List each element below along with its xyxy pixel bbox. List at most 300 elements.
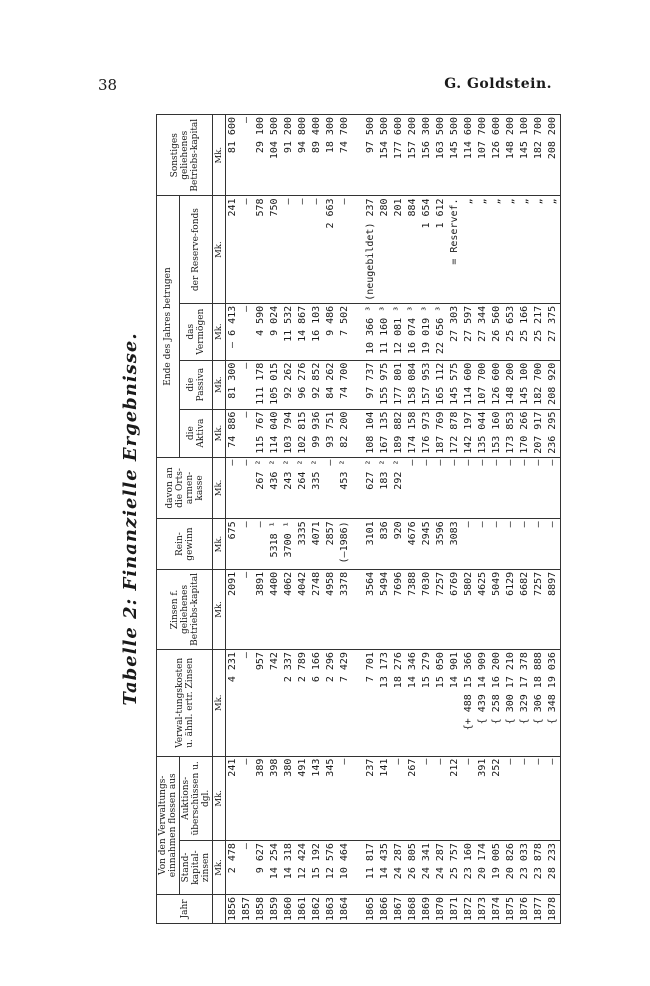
table-cell: 884 (406, 196, 420, 303)
table-cell: 436 ² (268, 457, 282, 519)
table-cell: 2 296 (324, 650, 338, 757)
table-row (532, 115, 546, 924)
table-cell: — (462, 756, 476, 840)
table-cell: — (406, 457, 420, 519)
table-cell: 157 953 (420, 360, 434, 409)
table-cell: 920 (392, 519, 406, 569)
table-cell: 82 200 (338, 409, 352, 457)
table-cell: 89 400 (310, 115, 324, 196)
table-cell: 27 597 (462, 303, 476, 360)
table-cell: 7696 (392, 569, 406, 649)
table-cell: 104 500 (268, 115, 282, 196)
table-cell: — (490, 457, 504, 519)
table-cell: 4042 (296, 569, 310, 649)
table-cell: 2 663 (324, 196, 338, 303)
cell-year: 1856 (226, 894, 241, 923)
table-cell: 2 789 (296, 650, 310, 757)
table-cell: 15 279 (420, 650, 434, 757)
table-cell: 16 074 ³ (406, 303, 420, 360)
table-cell: 97 500 (364, 115, 378, 196)
table-cell: 23 878 (532, 841, 546, 895)
table-cell: 156 300 (420, 115, 434, 196)
table-cell: 241 (226, 756, 241, 840)
table-cell: 153 160 (490, 409, 504, 457)
page-header (98, 76, 552, 96)
table-cell: 165 112 (434, 360, 448, 409)
table-row (324, 115, 338, 924)
table-cell: { 300 17 210 (504, 650, 518, 757)
table-cell: 20 826 (504, 841, 518, 895)
table-cell: 5318 ¹ (268, 519, 282, 569)
table-row (296, 115, 310, 924)
unit-label: Mk. (213, 115, 226, 196)
table-cell: {+ 488 15 366 (462, 650, 476, 757)
table-cell: 96 276 (296, 360, 310, 409)
table-cell: 143 (310, 756, 324, 840)
table-cell: 4676 (406, 519, 420, 569)
table-cell: 108 104 (364, 409, 378, 457)
unit-label: Mk. (213, 196, 226, 303)
table-cell: 126 600 (490, 115, 504, 196)
table-row (378, 115, 392, 924)
table-row (254, 115, 268, 924)
table-cell: — (240, 569, 254, 649)
table-cell: 74 700 (338, 115, 352, 196)
table-row (338, 115, 352, 924)
table-cell: 93 751 (324, 409, 338, 457)
table-cell: (—1986) (338, 519, 352, 569)
cell-year (352, 894, 364, 923)
table-cell: 4071 (310, 519, 324, 569)
table-cell: — (240, 756, 254, 840)
table-cell: 5049 (490, 569, 504, 649)
table-cell: 92 852 (310, 360, 324, 409)
table-cell: 158 084 (406, 360, 420, 409)
table-cell: 280 (378, 196, 392, 303)
table-cell: — (518, 519, 532, 569)
table-cell: 10 464 (338, 841, 352, 895)
table-cell: 26 805 (406, 841, 420, 895)
table-cell: 18 276 (392, 650, 406, 757)
table-row (268, 115, 282, 924)
table-cell: 675 (226, 519, 241, 569)
rotated-table-area (120, 114, 576, 924)
col-header-reservefonds: der Reserve-fonds (180, 196, 213, 303)
table-cell: 742 (268, 650, 282, 757)
table-cell: 114 600 (462, 360, 476, 409)
col-group-ende: Ende des Jahres betrugen (157, 196, 180, 457)
table-row (518, 115, 532, 924)
table-cell: — 6 413 (226, 303, 241, 360)
unit-label: Mk. (213, 519, 226, 569)
table-row (392, 115, 406, 924)
table-cell: 24 287 (434, 841, 448, 895)
table-cell: 9 486 (324, 303, 338, 360)
unit-label: Mk. (213, 569, 226, 649)
table-cell: 81 600 (226, 115, 241, 196)
table-cell: 92 262 (282, 360, 296, 409)
cell-year: 1875 (504, 894, 518, 923)
table-cell: 145 500 (448, 115, 462, 196)
table-cell: 627 ² (364, 457, 378, 519)
table-cell: 18 300 (324, 115, 338, 196)
table-cell: 27 344 (476, 303, 490, 360)
table-cell: 2945 (420, 519, 434, 569)
table-cell: 10 366 ³ (364, 303, 378, 360)
table-cell: 7388 (406, 569, 420, 649)
table-cell: 26 560 (490, 303, 504, 360)
table-cell: — (518, 756, 532, 840)
table-cell: { 258 16 200 (490, 650, 504, 757)
table-cell: 14 435 (378, 841, 392, 895)
cell-year: 1868 (406, 894, 420, 923)
col-header-auktion: Auktions-überschüssen u. dgl. (180, 756, 213, 840)
table-cell: — (240, 360, 254, 409)
table-cell: — (532, 519, 546, 569)
cell-year: 1864 (338, 894, 352, 923)
table-cell: — (476, 457, 490, 519)
table-cell: 208 200 (546, 115, 561, 196)
table-cell: 155 975 (378, 360, 392, 409)
table-cell: — (546, 519, 561, 569)
table-cell: 212 (448, 756, 462, 840)
table-cell: „ (518, 196, 532, 303)
table-cell: 836 (378, 519, 392, 569)
table-cell: 157 200 (406, 115, 420, 196)
table-cell: 957 (254, 650, 268, 757)
col-header-sonstiges: Sonstiges geliehenes Betriebs-kapital (157, 115, 213, 196)
table-cell: 264 ² (296, 457, 310, 519)
table-cell: 107 700 (476, 360, 490, 409)
table-cell: 14 254 (268, 841, 282, 895)
table-cell: „ (476, 196, 490, 303)
table-row (226, 115, 241, 924)
table-cell: 3083 (448, 519, 462, 569)
table-cell: 237 (364, 756, 378, 840)
table-cell: 6769 (448, 569, 462, 649)
table-cell: 4625 (476, 569, 490, 649)
table-cell: { 348 19 036 (546, 650, 561, 757)
table-cell (352, 841, 364, 895)
table-cell: 170 266 (518, 409, 532, 457)
table-row (364, 115, 378, 924)
cell-year: 1861 (296, 894, 310, 923)
table-cell: 11 532 (282, 303, 296, 360)
table-cell: — (490, 519, 504, 569)
table-cell: 141 (378, 756, 392, 840)
table-cell: — (226, 457, 241, 519)
table-cell: 335 ² (310, 457, 324, 519)
table-cell (352, 519, 364, 569)
table-cell: 107 700 (476, 115, 490, 196)
table-cell: 2 337 (282, 650, 296, 757)
table-cell: 19 019 ³ (420, 303, 434, 360)
table-row (406, 115, 420, 924)
table-cell: — (240, 650, 254, 757)
table-cell: 111 178 (254, 360, 268, 409)
cell-year: 1860 (282, 894, 296, 923)
col-header-ortsarmen: davon an die Orts-armen-kasse (157, 457, 213, 519)
table-row (434, 115, 448, 924)
table-cell: 99 936 (310, 409, 324, 457)
table-cell: 27 303 (448, 303, 462, 360)
table-cell: { 329 17 378 (518, 650, 532, 757)
table-cell: 102 815 (296, 409, 310, 457)
table-cell (352, 756, 364, 840)
table-cell: 91 200 (282, 115, 296, 196)
table-cell: — (310, 196, 324, 303)
table-cell (352, 569, 364, 649)
cell-year: 1872 (462, 894, 476, 923)
table-cell: 2857 (324, 519, 338, 569)
table-cell: 105 015 (268, 360, 282, 409)
table-cell: 236 295 (546, 409, 561, 457)
table-cell: — (240, 519, 254, 569)
col-header-verwaltungskosten: Verwal-tungskosten u. ähnl. ertr. Zinsen (157, 650, 213, 757)
unit-label: Mk. (213, 360, 226, 409)
table-cell: 177 600 (392, 115, 406, 196)
table-cell: 345 (324, 756, 338, 840)
table-cell: 25 757 (448, 841, 462, 895)
table-cell: 391 (476, 756, 490, 840)
table-cell: — (504, 519, 518, 569)
table-cell: { 439 14 909 (476, 650, 490, 757)
table-cell: 3700 ¹ (282, 519, 296, 569)
table-cell: 243 ² (282, 457, 296, 519)
table-cell: 148 200 (504, 360, 518, 409)
table-cell: 2091 (226, 569, 241, 649)
table-cell: „ (490, 196, 504, 303)
table-cell: „ (546, 196, 561, 303)
table-cell: — (532, 457, 546, 519)
table-cell: 4062 (282, 569, 296, 649)
table-cell: — (240, 841, 254, 895)
table-cell: 7257 (532, 569, 546, 649)
table-row (476, 115, 490, 924)
table-cell: 11 817 (364, 841, 378, 895)
table-cell (352, 303, 364, 360)
col-header-standkapital: Stand-kapital-zinsen (180, 841, 213, 895)
table-cell: — (420, 756, 434, 840)
table-cell: 145 100 (518, 115, 532, 196)
table-row (462, 115, 476, 924)
table-cell: 7 429 (338, 650, 352, 757)
table-cell: „ (504, 196, 518, 303)
table-cell: 389 (254, 756, 268, 840)
table-row (448, 115, 462, 924)
table-row (240, 115, 254, 924)
table-cell: (neugebildet) 237 (364, 196, 378, 303)
table-cell: { 306 18 888 (532, 650, 546, 757)
table-cell: 74 700 (338, 360, 352, 409)
table-cell: 3378 (338, 569, 352, 649)
table-cell: „ (532, 196, 546, 303)
cell-year: 1877 (532, 894, 546, 923)
cell-year: 1865 (364, 894, 378, 923)
table-row (282, 115, 296, 924)
table-cell: 267 (406, 756, 420, 840)
table-cell: — (338, 756, 352, 840)
table-cell: 173 853 (504, 409, 518, 457)
table-cell: 97 737 (364, 360, 378, 409)
table-cell: 4 231 (226, 650, 241, 757)
table-cell: 2748 (310, 569, 324, 649)
table-cell: 6 166 (310, 650, 324, 757)
table-cell: 23 033 (518, 841, 532, 895)
table-cell (352, 115, 364, 196)
table-cell: — (476, 519, 490, 569)
table-cell: 126 600 (490, 360, 504, 409)
page-number: 38 (98, 76, 118, 94)
table-cell: 154 500 (378, 115, 392, 196)
table-cell: — (434, 457, 448, 519)
table-cell: 292 ² (392, 457, 406, 519)
cell-year: 1876 (518, 894, 532, 923)
table-cell: 74 886 (226, 409, 241, 457)
table-cell: 241 (226, 196, 241, 303)
table-cell: 183 ² (378, 457, 392, 519)
table-cell: — (546, 756, 561, 840)
table-cell: 24 287 (392, 841, 406, 895)
table-cell: 4958 (324, 569, 338, 649)
table-cell: — (324, 457, 338, 519)
table-cell: — (240, 196, 254, 303)
table-cell: 11 160 ³ (378, 303, 392, 360)
table-cell: 4400 (268, 569, 282, 649)
cell-year: 1870 (434, 894, 448, 923)
table-cell: 81 300 (226, 360, 241, 409)
table-cell: 176 973 (420, 409, 434, 457)
col-header-zinsen-betrieb: Zinsen f. geliehenes Betriebs-kapital (157, 569, 213, 649)
table-cell: 3564 (364, 569, 378, 649)
table-cell (352, 650, 364, 757)
table-cell: 172 878 (448, 409, 462, 457)
table-cell: 14 867 (296, 303, 310, 360)
table-row (352, 115, 364, 924)
table-cell: 84 262 (324, 360, 338, 409)
cell-year: 1859 (268, 894, 282, 923)
cell-year: 1874 (490, 894, 504, 923)
table-cell: 142 197 (462, 409, 476, 457)
col-group-verwaltung: Von den Verwaltungs-einnahmen flossen aus (157, 756, 180, 894)
table-cell: — (282, 196, 296, 303)
table-cell: 5802 (462, 569, 476, 649)
table-cell: 20 174 (476, 841, 490, 895)
cell-year: 1862 (310, 894, 324, 923)
table-cell: 145 575 (448, 360, 462, 409)
table-cell: 29 100 (254, 115, 268, 196)
table-cell: 3101 (364, 519, 378, 569)
table-cell: 3335 (296, 519, 310, 569)
table-cell: — (518, 457, 532, 519)
cell-year: 1863 (324, 894, 338, 923)
cell-year: 1873 (476, 894, 490, 923)
units-row (213, 115, 226, 924)
cell-year: 1867 (392, 894, 406, 923)
table-cell: — (462, 519, 476, 569)
table-cell: 207 917 (532, 409, 546, 457)
table-cell: — (420, 457, 434, 519)
table-cell: 16 103 (310, 303, 324, 360)
table-cell: 12 081 ³ (392, 303, 406, 360)
table-cell: 94 800 (296, 115, 310, 196)
table-cell: — (504, 457, 518, 519)
table-cell: 3891 (254, 569, 268, 649)
table-cell: 1 654 (420, 196, 434, 303)
table-cell: 9 627 (254, 841, 268, 895)
table-cell: — (338, 196, 352, 303)
table-title: Tabelle 2: Finanzielle Ergebnisse. (120, 332, 141, 706)
unit-label: Mk. (213, 756, 226, 840)
table-cell: 208 920 (546, 360, 561, 409)
table-cell: 174 158 (406, 409, 420, 457)
table-cell: 9 024 (268, 303, 282, 360)
table-cell: — (254, 519, 268, 569)
table-cell: 145 100 (518, 360, 532, 409)
table-cell: 491 (296, 756, 310, 840)
table-cell: 7 502 (338, 303, 352, 360)
table-cell: 3596 (434, 519, 448, 569)
table-cell: 15 050 (434, 650, 448, 757)
table-cell: 27 375 (546, 303, 561, 360)
table-cell: 453 ² (338, 457, 352, 519)
table-cell: 148 200 (504, 115, 518, 196)
table-cell: — (240, 303, 254, 360)
unit-label: Mk. (213, 650, 226, 757)
unit-label: Mk. (213, 457, 226, 519)
table-cell: „ (462, 196, 476, 303)
table-cell (352, 360, 364, 409)
table-cell: 380 (282, 756, 296, 840)
table-cell: 103 794 (282, 409, 296, 457)
table-cell: 12 576 (324, 841, 338, 895)
table-cell: 19 005 (490, 841, 504, 895)
table-cell: 7257 (434, 569, 448, 649)
table-row (546, 115, 561, 924)
table-cell: — (392, 756, 406, 840)
col-header-vermoegen: das Vermögen (180, 303, 213, 360)
table-cell: 398 (268, 756, 282, 840)
table-cell: — (240, 409, 254, 457)
table-cell: — (434, 756, 448, 840)
table-cell: 28 233 (546, 841, 561, 895)
table-cell: — (240, 115, 254, 196)
table-cell: 163 500 (434, 115, 448, 196)
table-cell: — (448, 457, 462, 519)
cell-year: 1869 (420, 894, 434, 923)
table-cell: 25 653 (504, 303, 518, 360)
table-body (226, 115, 561, 924)
unit-label: Mk. (213, 841, 226, 895)
table-cell: 25 166 (518, 303, 532, 360)
table-cell: 25 217 (532, 303, 546, 360)
table-cell: 13 173 (378, 650, 392, 757)
table-cell: 24 341 (420, 841, 434, 895)
table-cell: 167 135 (378, 409, 392, 457)
table-cell: — (240, 457, 254, 519)
table-cell: 267 ² (254, 457, 268, 519)
table-row (310, 115, 324, 924)
cell-year: 1871 (448, 894, 462, 923)
table-cell: 14 346 (406, 650, 420, 757)
table-cell: 2 478 (226, 841, 241, 895)
table-cell: 187 769 (434, 409, 448, 457)
table-cell (352, 409, 364, 457)
table-cell: 4 590 (254, 303, 268, 360)
table-cell (352, 457, 364, 519)
table-cell: 177 801 (392, 360, 406, 409)
table-cell: 6682 (518, 569, 532, 649)
